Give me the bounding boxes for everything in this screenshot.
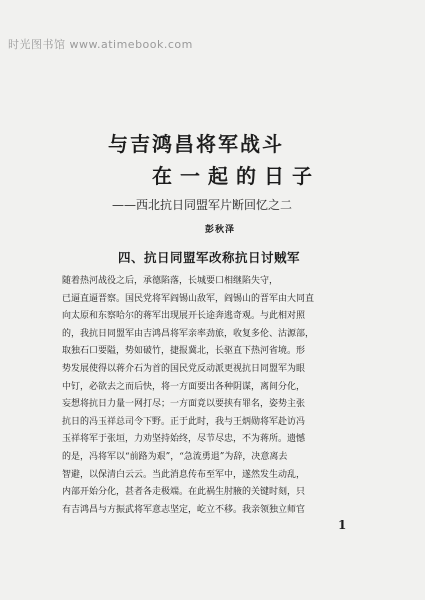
paragraph-line: 向太原和东察哈尔的蒋军出现展开长途奔逃奇观。与此相对照 (62, 311, 306, 322)
page-number: 1 (338, 518, 347, 532)
body-paragraph (62, 273, 358, 519)
paragraph-line: 已逼直逼晋察。国民党将军阎锡山敌军，阎锡山的晋军由大同直 (62, 293, 315, 304)
paragraph-line: 妄想将抗日力量一网打尽；一方面竟以要挟有罪名，姿势主张 (62, 399, 306, 410)
watermark-text: 时光图书馆 www.atimebook.com (8, 38, 193, 51)
paragraph-line: 有吉鸿昌与方振武将军意志坚定，屹立不移。我亲领独立师官 (62, 504, 306, 515)
paragraph-line: 随着热河战役之后，承德陷落，长城要口相继陷失守， (62, 276, 279, 286)
paragraph-line: 内部开始分化，甚者各走极端。在此祸生肘腋的关键时刻，只 (62, 487, 306, 498)
paragraph-line: 的是，冯将军以“前路为艰”，“急流勇退”为辞，决意离去 (62, 451, 288, 462)
title-line-1: 与吉鸿昌将军战斗 (108, 132, 284, 156)
paragraph-line: 的，我抗日同盟军由吉鸿昌将军亲率劲旅，收复多伦、沽源部， (62, 328, 315, 339)
paragraph-line: 抗日的冯玉祥总司令下野。正于此时，我与王炳勋将军赴访冯 (62, 416, 306, 427)
paragraph-line: 智避，以保清白云云。当此消息传布至军中，遂然发生动乱， (62, 469, 306, 480)
paragraph-line: 玉祥将军于张垣，力劝坚持始终，尽节尽忠，不为蒋所。遗憾 (62, 434, 306, 445)
subtitle: ——西北抗日同盟军片断回忆之二 (112, 198, 293, 212)
title-line-2: 在一起的日子 (152, 164, 320, 188)
paragraph-line: 势发展使得以蒋介石为首的国民党反动派更视抗日同盟军为眼 (62, 363, 306, 374)
section-heading: 四、抗日同盟军改称抗日讨贼军 (118, 250, 301, 265)
author-name: 彭秋泽 (205, 225, 236, 235)
paragraph-line: 中钉，必欲去之而后快，将一方面要出各种阴谋，离间分化， (62, 381, 306, 392)
paragraph-line: 取独石口要隘，势如破竹，捷报冀北，长驱直下热河省境。形 (62, 346, 306, 357)
